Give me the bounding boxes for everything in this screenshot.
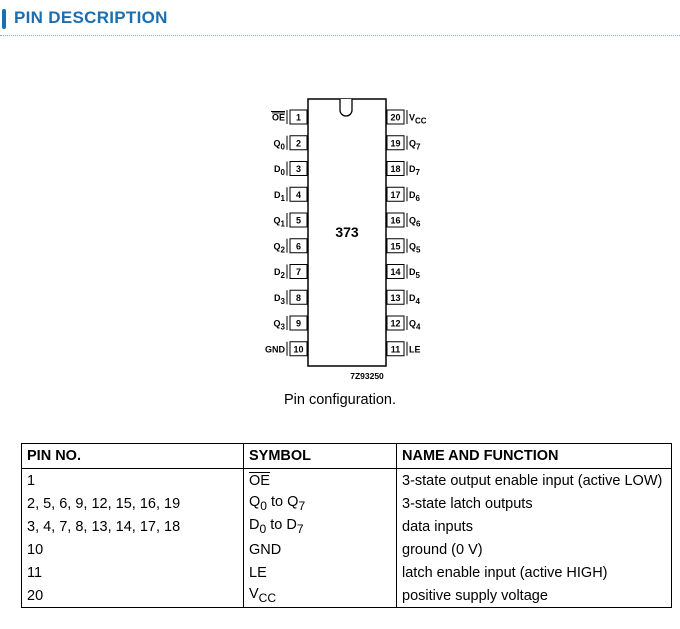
- cell-name-function: latch enable input (active HIGH): [397, 561, 672, 584]
- cell-pin-numbers: 11: [22, 561, 244, 584]
- diagram-caption: Pin configuration.: [283, 392, 397, 408]
- pin-symbol: [409, 319, 421, 332]
- pin-symbol-subscript: 1: [280, 193, 285, 203]
- pin-symbol-base: D: [409, 292, 416, 303]
- pin-number: 6: [295, 241, 302, 252]
- column-header-symbol: SYMBOL: [244, 444, 397, 469]
- symbol-subscript-end: 7: [296, 521, 304, 536]
- pin-number: 3: [295, 164, 302, 174]
- cell-symbol: [244, 515, 397, 538]
- pin-symbol-base: Q: [409, 241, 417, 252]
- pin-7: [274, 265, 307, 281]
- pin-symbol-subscript: 0: [280, 142, 285, 152]
- pin-symbol-base: GND: [265, 344, 285, 355]
- pin-number: 20: [390, 112, 401, 123]
- pin-number: 9: [295, 318, 302, 329]
- symbol-text-end: D: [286, 517, 297, 534]
- pin-symbol-subscript: 3: [280, 296, 285, 306]
- cell-name-function: data inputs: [397, 515, 672, 538]
- pin-10: [265, 342, 307, 356]
- pin-18: [387, 162, 421, 178]
- pin-number: 16: [390, 215, 401, 226]
- pin-symbol-subscript: CC: [415, 116, 427, 126]
- pin-8: [274, 290, 307, 306]
- pin-symbol: [274, 164, 286, 177]
- pin-symbol: [409, 293, 421, 306]
- pin-symbol-base: Q: [409, 138, 417, 149]
- cell-symbol: [244, 492, 397, 515]
- cell-name-function: ground (0 V): [397, 538, 672, 561]
- pin-number: 8: [295, 292, 302, 303]
- pin-number: 15: [390, 241, 401, 252]
- pin-symbol-base: D: [274, 267, 281, 277]
- pin-symbol: [409, 216, 421, 229]
- pin-9: [274, 316, 307, 332]
- pin-number: 12: [390, 318, 401, 329]
- pin-number: 14: [390, 267, 401, 277]
- pin-symbol-subscript: 5: [416, 245, 421, 255]
- pin-symbol: [409, 344, 421, 354]
- pin-symbol-subscript: 4: [415, 296, 420, 306]
- cell-symbol: [244, 469, 397, 493]
- pin-symbol: [274, 190, 286, 203]
- pin-symbol-subscript: 2: [280, 245, 285, 255]
- symbol-text: LE: [249, 564, 267, 581]
- pin-6: [274, 239, 307, 255]
- pin-symbol: [274, 138, 286, 151]
- pin-symbol-subscript: 6: [416, 219, 421, 229]
- pin-20: [387, 110, 427, 126]
- cell-pin-numbers: 1: [22, 469, 244, 493]
- pin-symbol-base: Q: [273, 241, 281, 252]
- symbol-text: V: [249, 586, 259, 603]
- pin-11: [387, 342, 421, 356]
- pin-number: 10: [293, 344, 304, 355]
- pin-symbol: [274, 267, 286, 280]
- section-title: PIN DESCRIPTION: [14, 8, 168, 27]
- table-row: [22, 515, 672, 538]
- cell-pin-numbers: 2, 5, 6, 9, 12, 15, 16, 19: [22, 492, 244, 515]
- right-pin-column: [387, 110, 427, 356]
- pin-12: [387, 316, 421, 332]
- pin-3: [274, 162, 307, 178]
- symbol-text: $\overline{OE}$: [249, 472, 270, 489]
- pin-number: 7: [295, 267, 302, 277]
- cell-pin-numbers: 20: [22, 584, 244, 608]
- pin-symbol-base: D: [409, 164, 416, 174]
- symbol-text: GND: [249, 541, 282, 558]
- pin-number: 18: [390, 164, 401, 174]
- pin-5: [274, 213, 307, 229]
- pin-2: [274, 136, 307, 152]
- pin-symbol-base: D: [274, 189, 281, 200]
- pin-symbol-base: Q: [273, 138, 281, 149]
- pin-15: [387, 239, 421, 255]
- pin-symbol: [274, 293, 286, 306]
- pin-symbol: [409, 113, 427, 126]
- pin-description-table: [21, 443, 672, 608]
- table-row: [22, 538, 672, 561]
- pin-symbol: [409, 241, 421, 254]
- pin-19: [387, 136, 421, 152]
- cell-name-function: 3-state output enable input (active LOW): [397, 469, 672, 493]
- cell-symbol: [244, 584, 397, 608]
- pin-4: [274, 187, 307, 203]
- symbol-range-word: to: [266, 517, 287, 534]
- cell-symbol: [244, 538, 397, 561]
- pin-symbol-base: V: [409, 112, 416, 123]
- pin-17: [387, 187, 421, 203]
- pin-number: 13: [390, 292, 401, 303]
- pin-symbol-subscript: 7: [415, 168, 420, 177]
- pin-symbol: [265, 344, 286, 354]
- table-row: [22, 561, 672, 584]
- pin-number: 5: [295, 215, 302, 226]
- pin-symbol: [272, 113, 285, 123]
- pin-13: [387, 290, 421, 306]
- table-row: [22, 469, 672, 493]
- pin-symbol-base: Q: [273, 318, 281, 329]
- pin-symbol-base: Q: [409, 215, 417, 226]
- pin-symbol-base: D: [409, 267, 416, 277]
- table-row: [22, 584, 672, 608]
- pin-number: 1: [295, 112, 302, 123]
- pin-symbol-base: D: [409, 189, 416, 200]
- symbol-subscript: 0: [260, 498, 267, 513]
- drawing-code: 7Z93250: [350, 371, 384, 381]
- pin-symbol-base: D: [274, 292, 281, 303]
- pin-symbol: [274, 216, 286, 229]
- table-row: [22, 492, 672, 515]
- symbol-subscript: 0: [259, 521, 267, 536]
- cell-name-function: 3-state latch outputs: [397, 492, 672, 515]
- pin-number: 11: [390, 344, 401, 355]
- pin-symbol: [409, 190, 421, 203]
- column-header-name-function: NAME AND FUNCTION: [397, 444, 672, 469]
- pin-14: [387, 265, 421, 281]
- pin-symbol-subscript: 0: [280, 168, 285, 177]
- left-pin-column: [265, 110, 307, 356]
- cell-name-function: positive supply voltage: [397, 584, 672, 608]
- pin-number: 4: [295, 189, 302, 200]
- pin-symbol-subscript: 3: [280, 322, 285, 332]
- pin-symbol-subscript: 2: [280, 271, 285, 280]
- pin-number: 17: [390, 189, 401, 200]
- cell-pin-numbers: 3, 4, 7, 8, 13, 14, 17, 18: [22, 515, 244, 538]
- pin-symbol-base: OE: [271, 112, 285, 123]
- pin-symbol-subscript: 5: [415, 271, 420, 280]
- symbol-range-word: to: [267, 494, 288, 511]
- pin-1: [271, 110, 307, 124]
- pin-symbol: [409, 138, 421, 151]
- pin-symbol-subscript: 4: [416, 322, 421, 332]
- chip-part-number: 373: [335, 224, 359, 240]
- pin-symbol-base: LE: [409, 344, 421, 355]
- ic-package: [308, 99, 386, 381]
- pin-symbol: [409, 267, 421, 280]
- symbol-text: Q: [249, 494, 261, 511]
- column-header-pin-no: PIN NO.: [22, 444, 244, 469]
- pin-symbol: [409, 164, 421, 177]
- symbol-text: D: [249, 517, 260, 534]
- pin-symbol: [274, 241, 286, 254]
- pin-symbol-base: D: [274, 164, 281, 174]
- pin-symbol-subscript: 7: [416, 142, 421, 152]
- table-header-row: [22, 444, 672, 469]
- symbol-subscript: CC: [258, 590, 277, 605]
- symbol-text-end: Q: [287, 494, 299, 511]
- pin-symbol-subscript: 6: [415, 193, 420, 203]
- chip-notch: [340, 99, 352, 116]
- pin-symbol: [274, 319, 286, 332]
- cell-pin-numbers: 10: [22, 538, 244, 561]
- table-body: [22, 469, 672, 608]
- symbol-subscript-end: 7: [298, 498, 306, 513]
- cell-symbol: [244, 561, 397, 584]
- pin-symbol-base: Q: [409, 318, 417, 329]
- pin-symbol-base: Q: [273, 215, 281, 226]
- pin-16: [387, 213, 421, 229]
- pin-number: 2: [295, 138, 302, 149]
- pin-symbol-subscript: 1: [280, 219, 285, 229]
- pin-number: 19: [390, 138, 401, 149]
